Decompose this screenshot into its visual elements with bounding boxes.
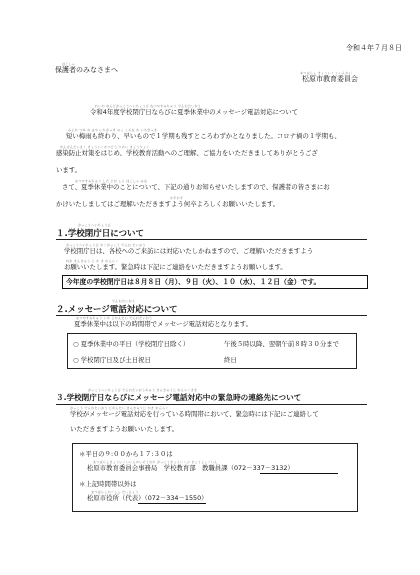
hours-row2-label: ○ 学校閉庁日及び土日祝日 <box>73 356 151 364</box>
sender: 松原市教育委員会 <box>302 75 358 83</box>
section2-heading-ruby: でんわたいおう <box>112 299 136 303</box>
contact2-detail: 松原市役所（代表）（072－334－1550） <box>87 494 208 502</box>
contact1-detail: 松原市教育委員会事務局 学校教育部 教職員課（072－337－3132） <box>87 464 294 472</box>
title-ruby: れいわ ねんどがっこうへいちょうび なつやすみちゅう でんわたいおう <box>95 104 202 108</box>
contacts-box <box>72 443 358 512</box>
section3-ruby-1: がっこう でんわたいおう じかんたい きんきゅうじ かき れんらく <box>70 406 169 410</box>
addressee-ruby: ほごしゃ <box>62 62 76 66</box>
section1-heading-ruby: がっこうへいちょうび <box>78 223 112 227</box>
sender-ruby: まつばらし きょういく いいんかい <box>300 71 353 75</box>
contact1-phone-underline <box>260 473 338 474</box>
intro-line-4: さて、夏季休業中のことについて、下記の通りお知らせいたしますので、保護者の皆さまにお <box>62 183 330 191</box>
section3-rule <box>56 404 367 405</box>
closure-days-text: 今年度の学校閉庁日は８月８日（月）、９日（火）、１０（水）、１２日（金）です。 <box>66 278 321 286</box>
addressee: 保護者のみなさまへ <box>55 66 118 74</box>
section1-rule <box>56 239 367 240</box>
intro-ruby-5: かずかず <box>170 196 184 200</box>
intro-ruby-2: かんせんたいさく きょういくかつどう りかい きょうりょく <box>60 145 150 149</box>
intro-ruby-1: みじか つゆ お はや いちがっき のこ ころな か いちがっき <box>68 128 158 132</box>
section1-ruby-1: がっこうへいちょうび かくがっこう でんわ たいおう <box>66 243 146 247</box>
contact2-phone-underline <box>138 503 206 504</box>
section2-line-1: 夏季休業中は以下の時間帯でメッセージ電話対応となります。 <box>74 320 253 328</box>
section1-line-2: お願いいたします。緊急時は下記にご連絡をいただきますようお願いします。 <box>64 263 287 271</box>
section1-heading: １.学校閉庁日について <box>56 229 145 239</box>
hours-row1-label: ○ 夏季休業中の平日（学校閉庁日除く） <box>73 340 190 348</box>
hours-row2-value: 終日 <box>224 356 237 364</box>
intro-line-3: います。 <box>56 166 82 174</box>
section2-heading: ２.メッセージ電話対応について <box>56 305 178 315</box>
intro-ruby-4: なつやすみちゅう した とお しら ほごしゃ みな <box>75 179 148 183</box>
section2-ruby-1: なつやすみちゅう いか じかんたい でんわたいおう <box>76 316 153 320</box>
page-title: 令和4年度学校閉庁日ならびに夏季休業中のメッセージ電話対応について <box>90 108 299 116</box>
intro-line-1: 短い梅雨も終わり、早いもので１学期も残すところわずかとなりました。コロナ禍の１学期も、 <box>66 132 341 140</box>
section1-line-1: 学校閉庁日は、各校へのご来訪には対応いたしかねますので、ご理解いただきますよう <box>64 247 314 255</box>
contact2-title: ＊上記時間帯以外は <box>79 480 137 488</box>
closure-days-box <box>62 275 368 289</box>
section3-line-1: 学校がメッセージ電話対応を行っている時間帯において、緊急時には下記にご連絡して <box>70 410 319 418</box>
hours-table <box>67 333 357 369</box>
intro-line-2: 感染防止対策をはじめ、学校教育活動へのご理解、ご協力をいただきましてありがとうござ <box>56 149 318 157</box>
hours-row1-value: 午後５時以降、翌朝午前８時３０分まで <box>224 340 340 348</box>
section3-heading: ３.学校閉庁日ならびにメッセージ電話対応中の緊急時の連絡先について <box>56 393 302 402</box>
contact1-title: ＊平日の９:００から１７:３０は <box>79 450 173 458</box>
section3-line-2: いただきますようお願いいたします。 <box>70 425 179 433</box>
contact1-ruby: まつばらしきょういくいいんかいそうむか がっこうきょういくぶ きょうしょくいん <box>93 460 218 464</box>
intro-line-5: かけいたしましてはご理解いただきますよう何卒よろしくお願いいたします。 <box>56 200 280 208</box>
contact2-ruby: まつばらしやくしょ だいひょう <box>91 490 139 494</box>
section3-heading-ruby: がっこうへいちょうび でんわたいおうちゅう きんきゅうじ れんらくさき <box>88 388 198 392</box>
date: 令和４年７月８日 <box>346 44 402 52</box>
section1-ruby-2: ねが きんきゅう じ か き れんらく <box>66 259 119 263</box>
